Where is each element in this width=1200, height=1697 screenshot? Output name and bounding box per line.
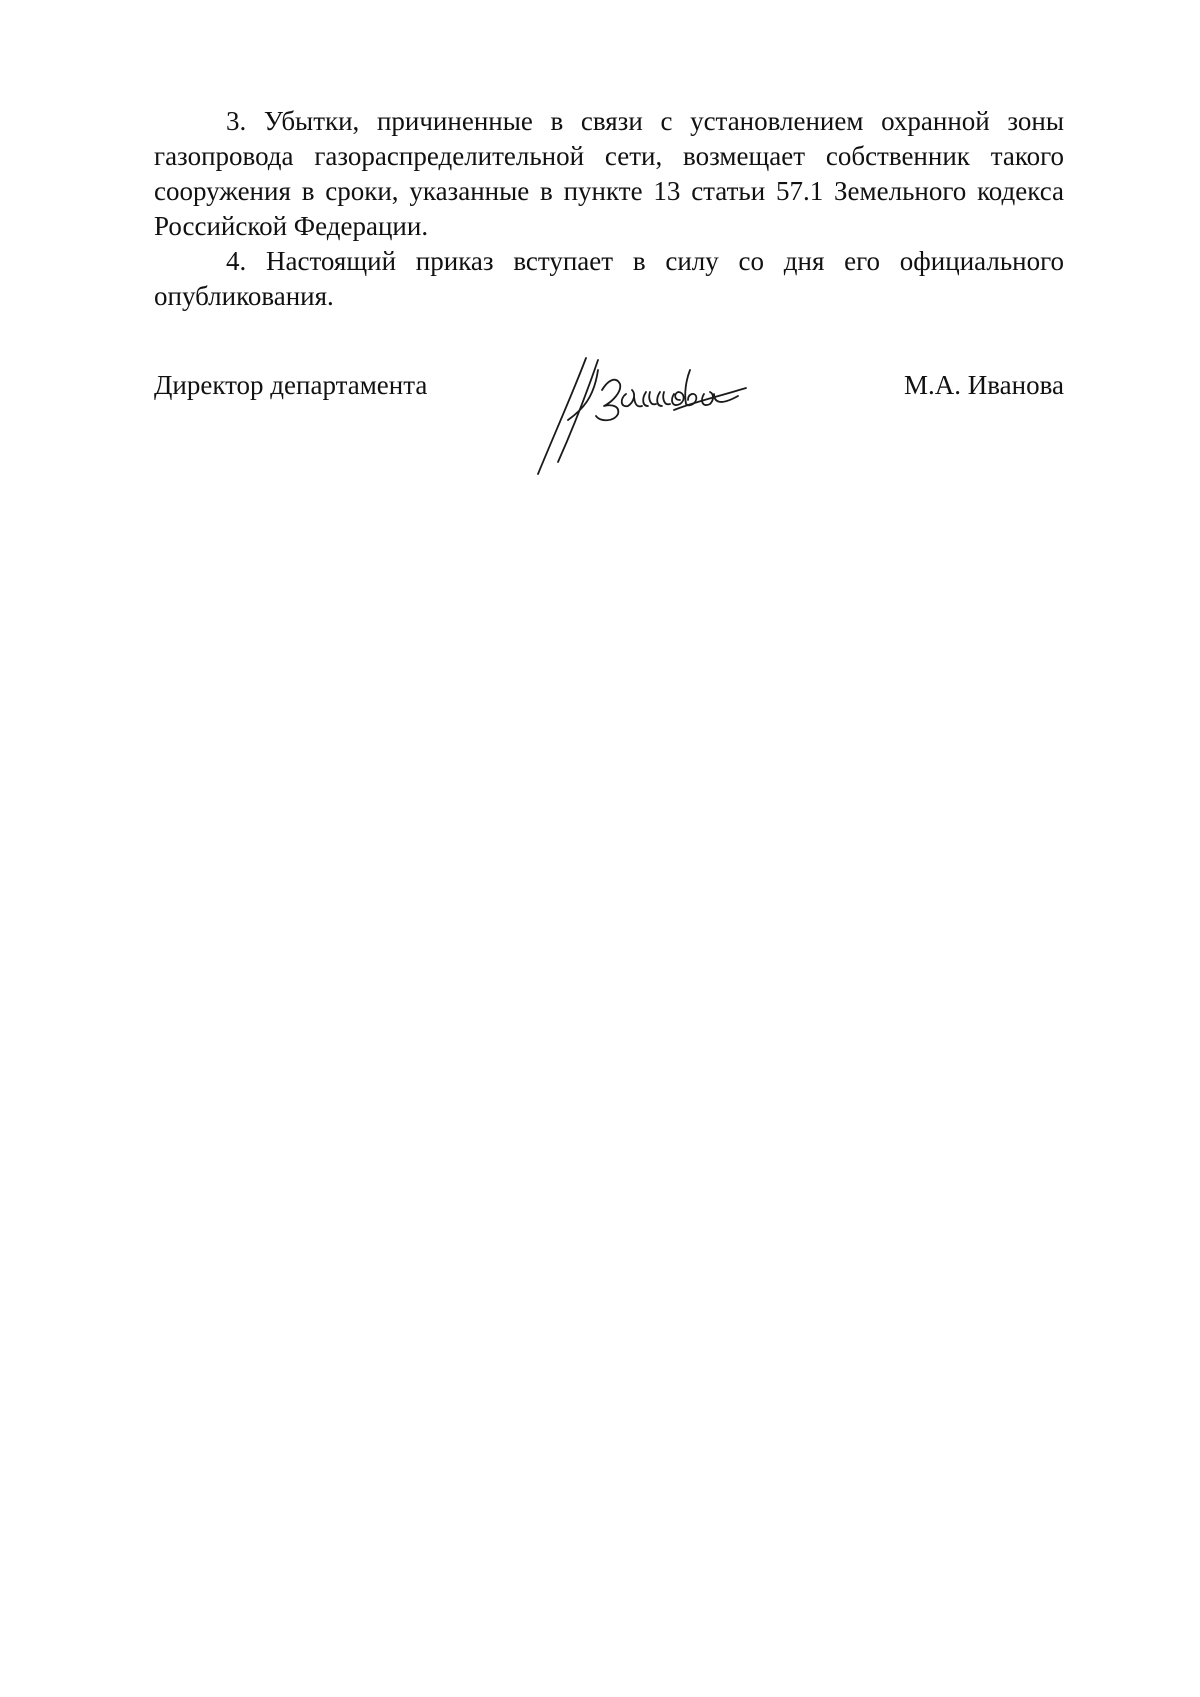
signatory-name: М.А. Иванова <box>904 370 1064 400</box>
signatory-position: Директор департамента <box>154 370 428 400</box>
handwritten-signature <box>524 350 764 480</box>
signature-block <box>154 350 1064 490</box>
document-body <box>154 104 1064 314</box>
paragraph-item-4: 4. Настоящий приказ вступает в силу со дня его официального опубликования. <box>154 246 1064 311</box>
paragraph-item-3: 3. Убытки, причиненные в связи с установлением охранной зоны газопровода газораспределительной сети, возмещает собственник такого сооружения в сроки, указанные в пункте 13 статьи 57.1 Земельного кодекса Российской Федерации. <box>154 106 1064 241</box>
